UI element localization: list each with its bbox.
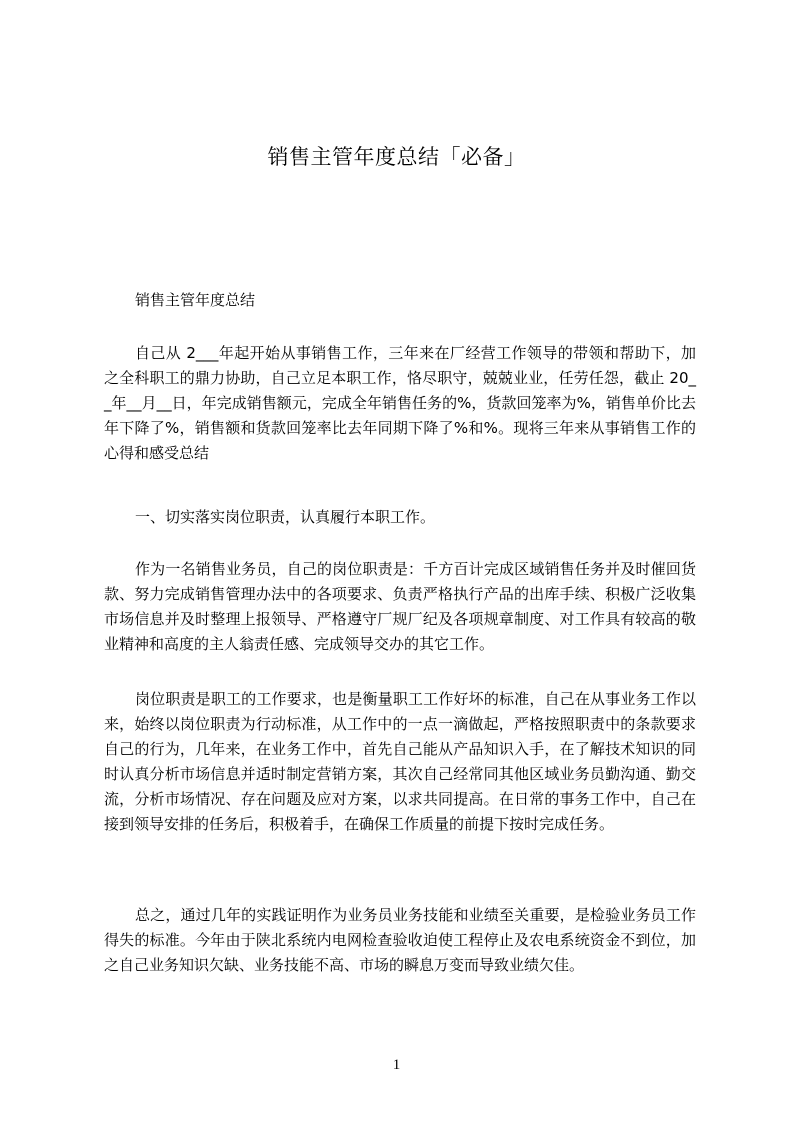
paragraph-duty: 作为一名销售业务员，自己的岗位职责是：千方百计完成区域销售任务并及时催回货款、努力完成销售管理办法中的各项要求、负责严格执行产品的出库手续、积极广泛收集市场信息并及时整理上报领导、严格遵守厂规厂纪及各项规章制度、对工作具有较高的敬业精神和高度的主人翁责任感、完成领导交办的其它工作。 <box>104 560 696 653</box>
document-title: 销售主管年度总结「必备」 <box>267 145 526 169</box>
summary-block <box>104 903 696 978</box>
intro-block <box>104 341 696 466</box>
paragraph-summary: 总之，通过几年的实践证明作为业务员业务技能和业绩至关重要，是检验业务员工作得失的标准。今年由于陕北系统内电网检查验收迫使工程停止及农电系统资金不到位，加之自己业务知识欠缺、业务技能不高、市场的瞬息万变而导致业绩欠佳。 <box>104 906 696 974</box>
section1-block <box>104 505 696 530</box>
section-heading-1: 一、切实落实岗位职责，认真履行本职工作。 <box>135 508 436 526</box>
requirements-block <box>104 687 696 837</box>
document-subtitle: 销售主管年度总结 <box>135 291 256 309</box>
subtitle-block <box>104 288 696 313</box>
duty-block <box>104 557 696 657</box>
paragraph-intro: 自己从 2___年起开始从事销售工作，三年来在厂经营工作领导的带领和帮助下，加之全科职工的鼎力协助，自己立足本职工作，恪尽职守，兢兢业业，任劳任怨，截止 20__年__月__日，年完成销售额元，完成全年销售任务的%，货款回笼率为%，销售单价比去年下降了%，销售额和货款回笼率比去年同期下降了%和%。现将三年来从事销售工作的心得和感受总结 <box>104 344 696 462</box>
page-number: 1 <box>392 1057 401 1073</box>
paragraph-requirements: 岗位职责是职工的工作要求，也是衡量职工工作好坏的标准，自己在从事业务工作以来，始终以岗位职责为行动标准，从工作中的一点一滴做起，严格按照职责中的条款要求自己的行为，几年来，在业务工作中，首先自己能从产品知识入手，在了解技术知识的同时认真分析市场信息并适时制定营销方案，其次自己经常同其他区域业务员勤沟通、勤交流，分析市场情况、存在问题及应对方案，以求共同提高。在日常的事务工作中，自己在接到领导安排的任务后，积极着手，在确保工作质量的前提下按时完成任务。 <box>104 690 696 833</box>
